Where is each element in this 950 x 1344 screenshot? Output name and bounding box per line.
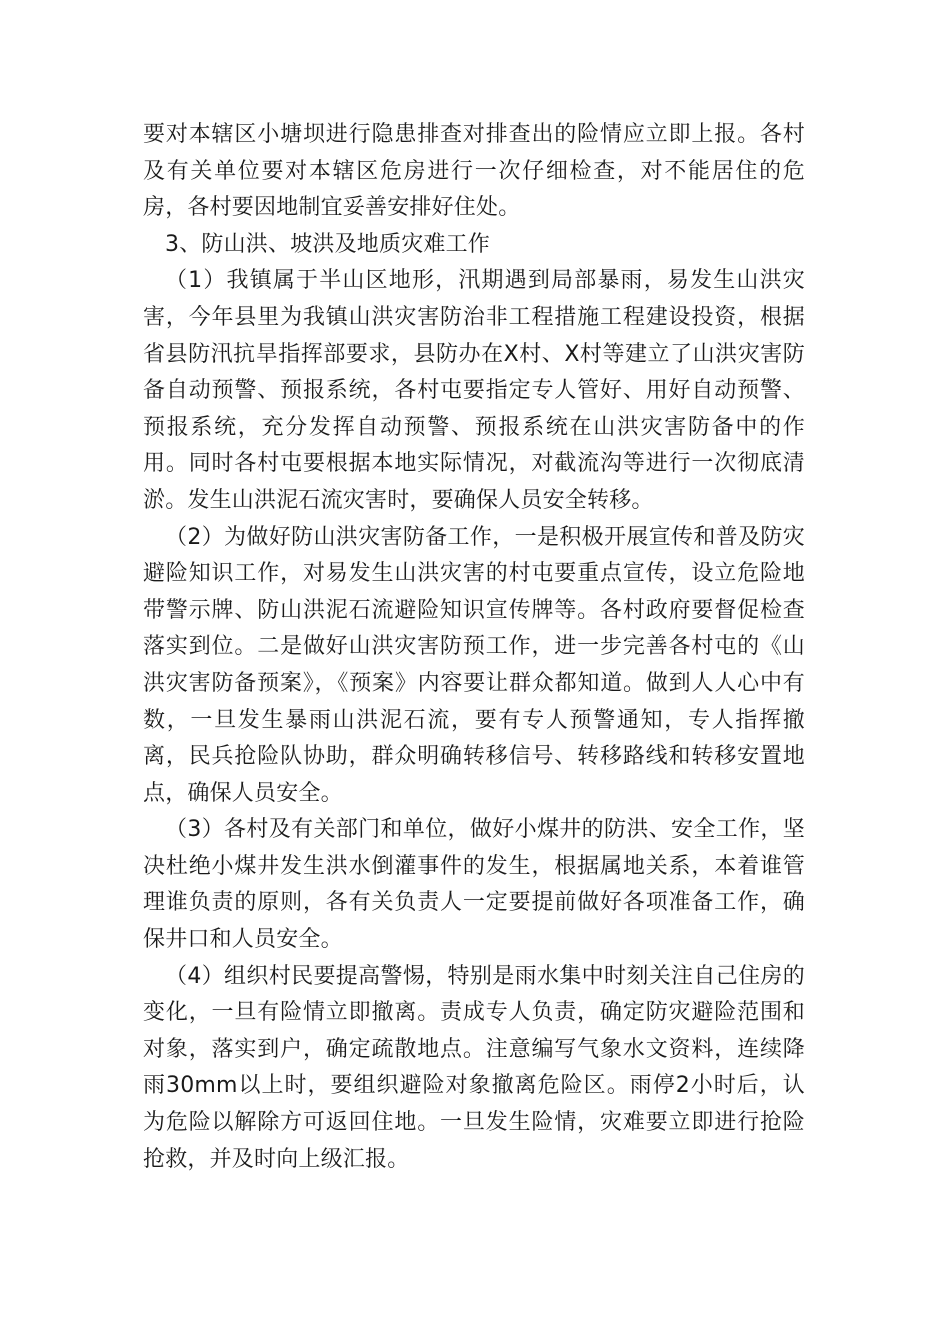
paragraph-continuation: 要对本辖区小塘坝进行隐患排查对排查出的险情应立即上报。各村及有关单位要对本辖区危房进行一次仔细检查，对不能居住的危房，各村要因地制宜妥善安排好住处。 xyxy=(143,122,805,221)
paragraph-item-2: （2）为做好防山洪灾害防备工作，一是积极开展宣传和普及防灾避险知识工作，对易发生山洪灾害的村屯要重点宣传，设立危险地带警示牌、防山洪泥石流避险知识宣传牌等。各村政府要督促检查落实到位。二是做好山洪灾害防预工作，进一步完善各村屯的《山洪灾害防备预案》，《预案》内容要让群众都知道。做到人人心中有数，一旦发生暴雨山洪泥石流，要有专人预警通知，专人指挥撤离，民兵抢险队协助，群众明确转移信号、转移路线和转移安置地点，确保人员安全。 xyxy=(143,524,805,806)
paragraph-item-4: （4）组织村民要提高警惕，特别是雨水集中时刻关注自己住房的变化，一旦有险情立即撤离。责成专人负责，确定防灾避险范围和对象，落实到户，确定疏散地点。注意编写气象水文资料，连续降雨30mm以上时，要组织避险对象撤离危险区。雨停2小时后，认为危险以解除方可返回住地。一旦发生险情，灾难要立即进行抢险抢救，并及时向上级汇报。 xyxy=(143,963,805,1172)
paragraph-item-3: （3）各村及有关部门和单位，做好小煤井的防洪、安全工作，坚决杜绝小煤井发生洪水倒灌事件的发生，根据属地关系，本着谁管理谁负责的原则，各有关负责人一定要提前做好各项准备工作，确保井口和人员安全。 xyxy=(143,817,805,953)
document-body xyxy=(143,117,805,1178)
section-heading: 3、防山洪、坡洪及地质灾难工作 xyxy=(165,231,490,257)
paragraph-item-1: （1）我镇属于半山区地形，汛期遇到局部暴雨，易发生山洪灾害，今年县里为我镇山洪灾害防治非工程措施工程建设投资，根据省县防汛抗旱指挥部要求，县防办在X村、X村等建立了山洪灾害防备自动预警、预报系统，各村屯要指定专人管好、用好自动预警、预报系统，充分发挥自动预警、预报系统在山洪灾害防备中的作用。同时各村屯要根据本地实际情况，对截流沟等进行一次彻底清淤。发生山洪泥石流灾害时，要确保人员安全转移。 xyxy=(143,268,805,513)
